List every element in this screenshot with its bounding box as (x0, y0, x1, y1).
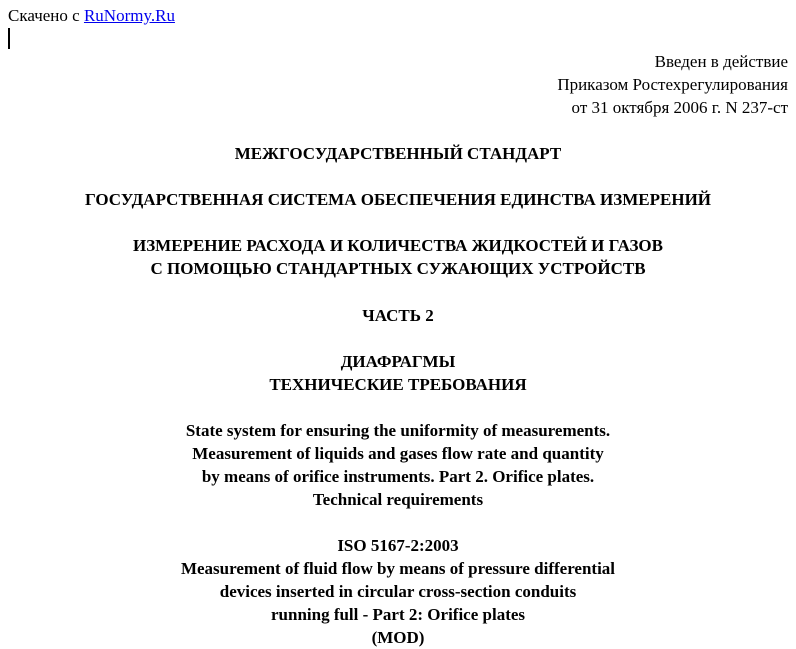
subtitle-block (0, 350, 796, 396)
text-cursor (8, 28, 10, 49)
intro-line-3: от 31 октября 2006 г. N 237-ст (571, 98, 788, 117)
main-title-line-1: ИЗМЕРЕНИЕ РАСХОДА И КОЛИЧЕСТВА ЖИДКОСТЕЙ И ГАЗОВ (132, 236, 663, 255)
english-title-block (0, 419, 796, 511)
intro-block (557, 50, 788, 119)
english-title-line-3: by means of orifice instruments. Part 2. Orifice plates. (201, 467, 595, 486)
source-line (8, 5, 175, 27)
standard-type-heading: МЕЖГОСУДАРСТВЕННЫЙ СТАНДАРТ (234, 144, 562, 163)
iso-code: ISO 5167-2:2003 (337, 536, 459, 555)
source-prefix: Скачено с (8, 6, 84, 25)
intro-line-2: Приказом Ростехрегулирования (557, 75, 788, 94)
iso-line-3: running full - Part 2: Orifice plates (270, 605, 526, 624)
source-link[interactable]: RuNormy.Ru (83, 6, 175, 25)
iso-line-1: Measurement of fluid flow by means of pressure differential (180, 559, 616, 578)
english-title-line-2: Measurement of liquids and gases flow rate and quantity (192, 444, 604, 463)
part-heading: ЧАСТЬ 2 (362, 306, 434, 325)
iso-line-2: devices inserted in circular cross-section conduits (219, 582, 577, 601)
subtitle-line-1: ДИАФРАГМЫ (340, 352, 456, 371)
english-title-line-1: State system for ensuring the uniformity of measurements. (185, 421, 611, 440)
english-title-line-4: Technical requirements (312, 490, 484, 509)
main-title-block (0, 234, 796, 280)
iso-block (0, 534, 796, 649)
main-title-line-2: С ПОМОЩЬЮ СТАНДАРТНЫХ СУЖАЮЩИХ УСТРОЙСТВ (150, 259, 646, 278)
iso-line-4: (MOD) (371, 628, 425, 647)
subtitle-line-2: ТЕХНИЧЕСКИЕ ТРЕБОВАНИЯ (269, 375, 527, 394)
system-title-heading: ГОСУДАРСТВЕННАЯ СИСТЕМА ОБЕСПЕЧЕНИЯ ЕДИНСТВА ИЗМЕРЕНИЙ (84, 190, 712, 209)
intro-line-1: Введен в действие (654, 52, 788, 71)
